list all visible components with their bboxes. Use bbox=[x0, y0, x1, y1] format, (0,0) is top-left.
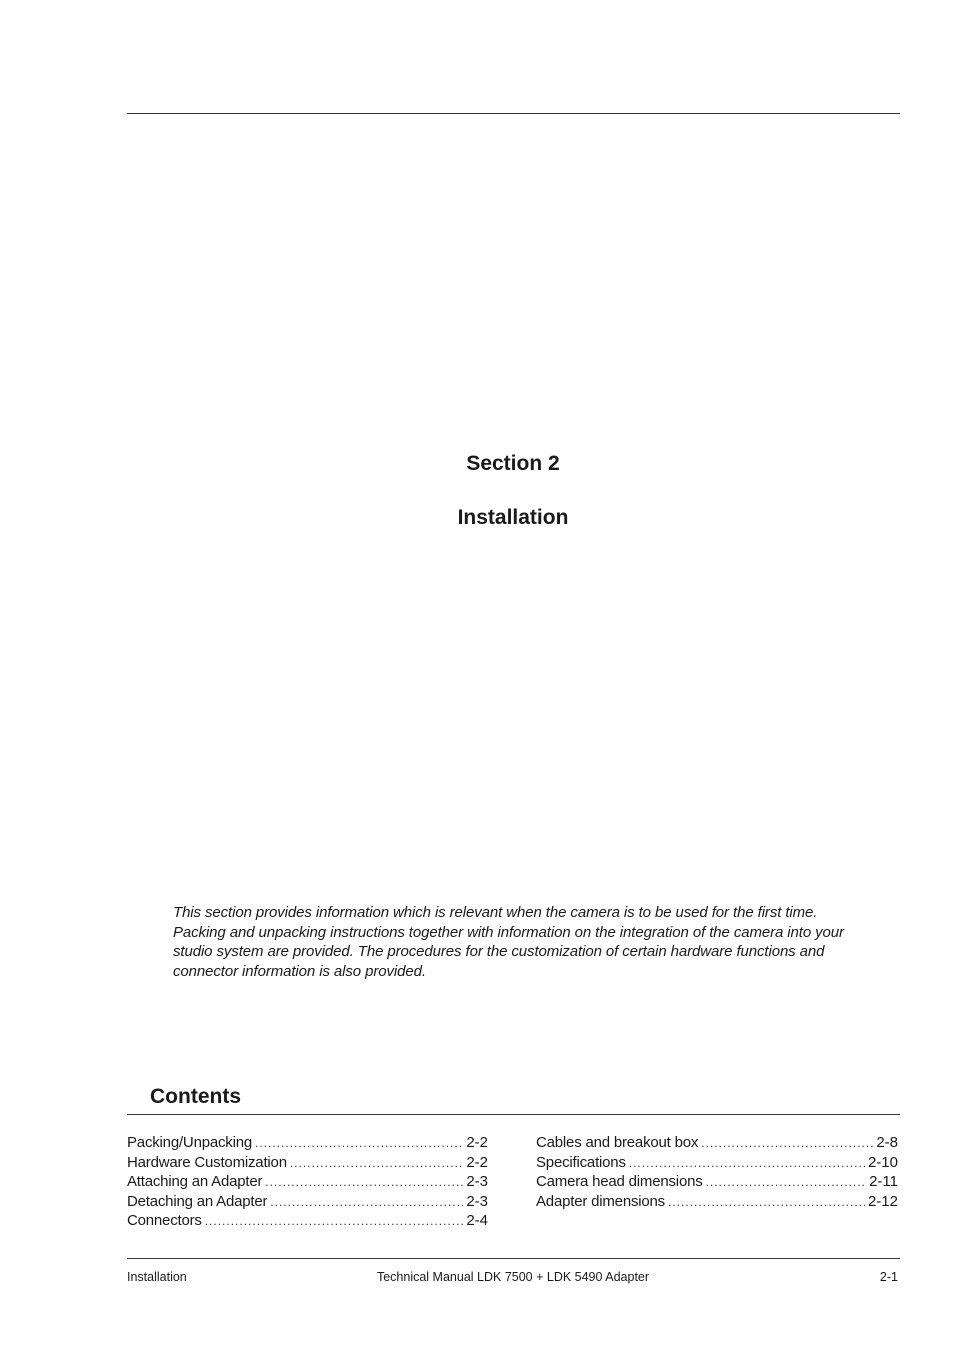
toc-entry[interactable] bbox=[536, 1153, 898, 1173]
toc-right-column bbox=[536, 1133, 898, 1211]
toc-entry-page: 2-12 bbox=[867, 1192, 898, 1210]
toc-entry-label: Hardware Customization bbox=[127, 1153, 287, 1171]
toc-entry-page: 2-3 bbox=[466, 1173, 488, 1190]
toc-entry-label: Detaching an Adapter bbox=[127, 1192, 268, 1210]
toc-entry-label: Packing/Unpacking bbox=[127, 1134, 253, 1151]
toc-entry-page: 2-2 bbox=[466, 1153, 488, 1171]
toc-entry-page: 2-8 bbox=[876, 1134, 898, 1151]
toc-entry[interactable] bbox=[127, 1172, 488, 1192]
toc-entry-label: Adapter dimensions bbox=[536, 1192, 665, 1210]
toc-entry-page: 2-11 bbox=[869, 1173, 898, 1190]
contents-heading: Contents bbox=[150, 1085, 241, 1108]
contents-rule bbox=[127, 1114, 900, 1115]
toc-entry-label: Camera head dimensions bbox=[536, 1173, 703, 1190]
footer-page-number: 2-1 bbox=[879, 1270, 898, 1284]
toc-leader-dots bbox=[290, 1154, 463, 1173]
toc-entry-page: 2-2 bbox=[466, 1134, 488, 1151]
footer-section-name: Installation bbox=[127, 1270, 187, 1284]
toc-entry-label: Cables and breakout box bbox=[536, 1134, 699, 1151]
top-rule bbox=[127, 113, 900, 114]
footer-manual-title: Technical Manual LDK 7500 + LDK 5490 Adapter bbox=[376, 1270, 650, 1284]
section-number-title: Section 2 bbox=[466, 452, 560, 475]
toc-entry[interactable] bbox=[536, 1172, 898, 1192]
toc-entry[interactable] bbox=[536, 1192, 898, 1212]
toc-leader-dots bbox=[701, 1134, 873, 1153]
toc-leader-dots bbox=[255, 1134, 463, 1153]
toc-entry-label: Connectors bbox=[127, 1212, 202, 1229]
toc-entry-page: 2-10 bbox=[867, 1153, 898, 1171]
footer-rule bbox=[127, 1258, 900, 1259]
toc-left-column bbox=[127, 1133, 488, 1231]
section-name-title: Installation bbox=[457, 506, 569, 529]
toc-entry[interactable] bbox=[127, 1153, 488, 1173]
toc-entry[interactable] bbox=[536, 1133, 898, 1153]
toc-entry[interactable] bbox=[127, 1133, 488, 1153]
toc-leader-dots bbox=[265, 1173, 463, 1192]
toc-leader-dots bbox=[205, 1212, 464, 1231]
toc-leader-dots bbox=[668, 1193, 865, 1212]
toc-leader-dots bbox=[629, 1154, 865, 1173]
toc-leader-dots bbox=[706, 1173, 867, 1192]
toc-entry-label: Attaching an Adapter bbox=[127, 1173, 263, 1190]
toc-entry[interactable] bbox=[127, 1211, 488, 1231]
toc-leader-dots bbox=[270, 1193, 463, 1212]
toc-entry-page: 2-3 bbox=[466, 1192, 488, 1210]
toc-entry[interactable] bbox=[127, 1192, 488, 1212]
toc-entry-page: 2-4 bbox=[466, 1212, 488, 1229]
section-intro-paragraph: This section provides information which is relevant when the camera is to be used for the first time. Packing and unpacking instructions together with information on the integration of the camera into your studio system are provided. The procedures for the customization of certain hardware functions and connector information is also provided. bbox=[173, 904, 844, 980]
toc-entry-label: Specifications bbox=[536, 1153, 626, 1171]
